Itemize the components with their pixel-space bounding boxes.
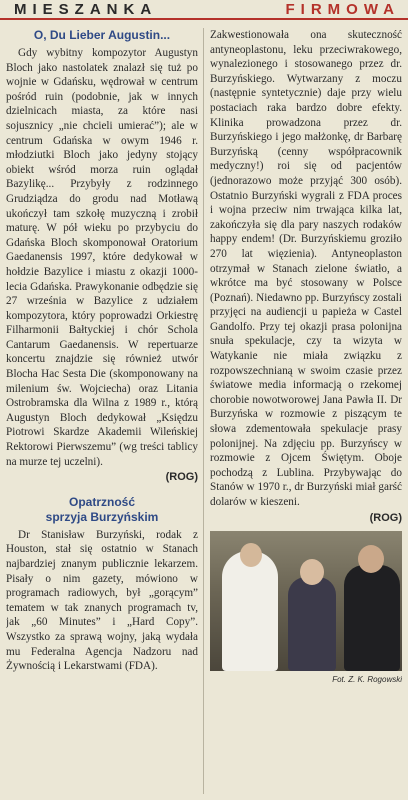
- masthead-right: FIRMOWA: [285, 0, 400, 18]
- left-column: [6, 28, 198, 794]
- article2-body-right: Zakwestionowała ona skuteczność antyneoplastonu, leku przeciwrakowego, wynalezionego i stosowanego przez dr. Burzyńskiego. Wytwarzany z moczu (następnie syntetycznie) daje przy wielu postaciach raka bardzo dobre efekty. Klinika prowadzona przez dr. Burzyńskiego i jego małżonkę, dr Barbarę Burzyńską (cenny współpracownik medyczny!) roi się od pacjentów (jednorazowo może przyjąć 300 osób). Ostatnio Burzyński wygrali z FDA proces i wojna przeciw nim trwająca kilka lat, zakończyła się dla pary naszych rodaków happy endem! (Dr. Burzyńskiemu groziło 270 lat więzienia). Antyneoplaston otrzymał w Stanach zielone światło, a wkrótce ma być stosowany w Polsce (Poznań). Niedawno pp. Burzyńscy zostali przyjęci na audiencji u papieża w Castel Gandolfo. Przy tej okazji prasa polonijna snuła spekulacje, czy ta wizyta w Watykanie nie miała związku z rozpowszechnianą w swoim czasie przez światowe media informacją o rzekomej chorobie nowotworowej Jana Pawła II. Dr Burzyńska w rozmowie z piszącym te słowa zdementowała spekulacje prasy polonijnej. Na zdjęciu pp. Burzyńscy w rozmowie z Ojcem Świętym. Oboje pochodzą z Lublina. Przybywając do Stanów w 1970 r., dr Burzyński miał garść dolarów w kieszeni.: [210, 29, 402, 508]
- article2-title-line1: Opatrzność: [68, 494, 135, 509]
- photo-figure-pope: [222, 551, 278, 671]
- article1-title: O, Du Lieber Augustin...: [33, 28, 171, 42]
- photo-figure-man: [344, 565, 400, 671]
- column-divider: [203, 28, 204, 794]
- masthead: [0, 0, 408, 20]
- photo-head-woman: [300, 559, 324, 585]
- article2-title-line2: sprzyja Burzyńskim: [45, 509, 159, 524]
- article2-title: [6, 495, 198, 525]
- photo-head-pope: [240, 543, 262, 567]
- audience-photo: [210, 531, 402, 671]
- photo-figure-woman: [288, 577, 336, 671]
- masthead-left: MIESZANKA: [14, 0, 158, 18]
- article2-body-left: Dr Stanisław Burzyński, rodak z Houston, stał się ostatnio w Stanach najbardziej znanym publicznie lekarzem. Pisały o nim gazety, mówiono w programach radiowych, był „gorącym” tematem w tak znanych programach tv, jak „60 Minutes” i „Hard Copy”. Wszystko za sprawą wojny, jaką wydała mu Federalna Agencja Nadzoru nad Żywnością i Lekarstwami (FDA).: [6, 528, 198, 673]
- right-column: [210, 28, 402, 794]
- article1-signature: (ROG): [165, 471, 198, 484]
- article2-signature: (ROG): [369, 511, 402, 524]
- article1-body: Gdy wybitny kompozytor Augustyn Bloch jako nastolatek znalazł się tuż po wojnie w Gdańsku, wędrował w centrum pośród ruin (podobnie, jak w innych dzielnicach miasta, za które nasi sojusznicy „nie chcieli umierać”); ale w centrum Gdańska w owym 1946 r. młodziutki Bloch jako jedyny stojący obiekt wśród morza ruin oglądał Bazylikę... Przybyły z rodzinnego Grudziądza do grodu nad Motławą ukończył tam szkołę muzyczną i zrobił maturę. W pół wieku po przybyciu do Gdańska Bloch skomponował Oratorium Gaedanensis 1997, które dedykował w hołdzie Bazylice i miastu z okazji 1000-lecia Gdańska. Prawykonanie odbędzie się 27 września w Bazylice z udziałem kompozytora, który poprowadzi Orkiestrę Filharmonii Bałtyckiej i chór Schola Cantarum Gaedanensis. W repertuarze koncertu znajdzie się również utwór Blocha Hac Sesta Die (skomponowany na milenium św. Wojciecha) oraz Litania Ostrobramska dla Wilna z 1989 r., którą Augustyn Bloch dedykował „Księdzu Piotrowi Skardze Akademii Wileńskiej Rektorowi Pierwszemu” (wg treści tablicy na murze tej uczelni).: [6, 47, 198, 468]
- photo-head-man: [358, 545, 384, 573]
- photo-caption: Fot. Z. K. Rogowski: [332, 675, 402, 685]
